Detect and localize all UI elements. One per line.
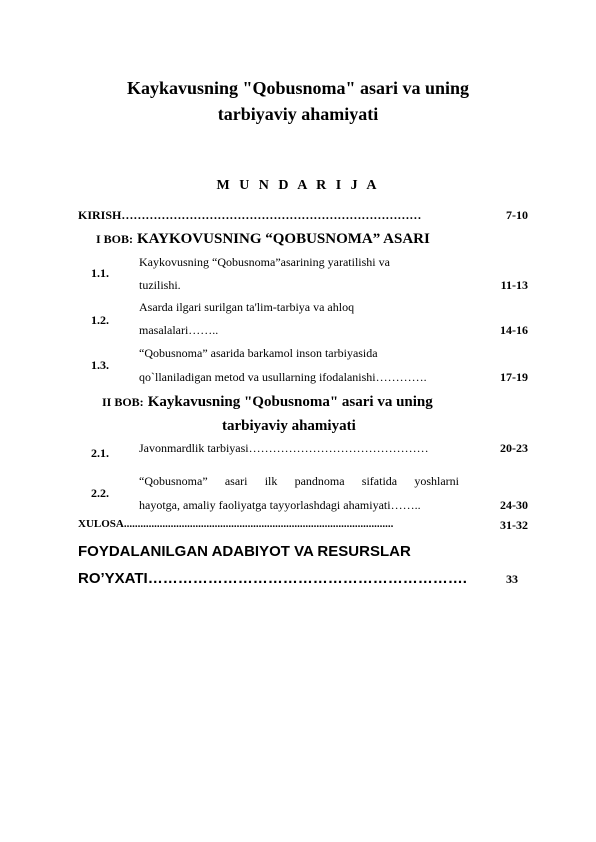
- toc-section-number: 1.1.: [91, 266, 109, 280]
- toc-page-kirish: 7-10: [506, 208, 528, 222]
- toc-entry-references-line1: FOYDALANILGAN ADABIYOT VA RESURSLAR: [78, 543, 411, 560]
- toc-section-number: 2.1.: [91, 446, 109, 460]
- toc-entry-references-line2: RO’YXATI……………………………………………………….: [78, 570, 467, 587]
- toc-section-text: tuzilishi.: [139, 278, 181, 292]
- chapter-2-prefix: II BOB:: [102, 395, 144, 409]
- toc-section-text: “Qobusnoma” asarida barkamol inson tarbiyasida: [139, 346, 378, 360]
- chapter-1-heading: [96, 230, 430, 248]
- toc-section-number: 2.2.: [91, 486, 109, 500]
- toc-section-text: Asarda ilgari surilgan ta'lim-tarbiya va ahloq: [139, 300, 355, 314]
- toc-section-page: 24-30: [500, 498, 528, 512]
- toc-entry-kirish: KIRISH…………………………………………………………………: [78, 208, 422, 222]
- toc-section-number: 1.3.: [91, 358, 109, 372]
- toc-section-page: 17-19: [500, 370, 528, 384]
- document-title-line2: tarbiyaviy ahamiyati: [217, 104, 379, 124]
- chapter-2-title-line1: Kaykavusning "Qobusnoma" asari va uning: [147, 394, 433, 410]
- toc-entry-xulosa: XULOSA..................................................................................................: [78, 518, 394, 530]
- toc-page-xulosa: 31-32: [500, 518, 528, 532]
- toc-page-references: 33: [506, 572, 518, 586]
- document-title-line1: Kaykavusning "Qobusnoma" asari va uning: [126, 78, 470, 98]
- toc-section-text: hayotga, amaliy faoliyatga tayyorlashdagi ahamiyati……..: [139, 498, 421, 512]
- toc-section-text: masalalari……..: [139, 323, 219, 337]
- toc-section-text: “Qobusnoma” asari ilk pandnoma sifatida yoshlarni: [139, 474, 459, 488]
- chapter-2-heading: [102, 393, 433, 411]
- chapter-1-prefix: I BOB:: [96, 232, 134, 246]
- toc-section-page: 20-23: [500, 441, 528, 455]
- chapter-2-title-line2: tarbiyaviy ahamiyati: [222, 418, 356, 434]
- contents-heading: M U N D A R I J A: [216, 178, 380, 193]
- chapter-1-title: KAYKOVUSNING “QOBUSNOMA” ASARI: [137, 231, 430, 247]
- toc-section-page: 14-16: [500, 323, 528, 337]
- toc-section-page: 11-13: [500, 278, 528, 292]
- toc-section-number: 1.2.: [91, 313, 109, 327]
- toc-section-text: Kaykovusning “Qobusnoma”asarining yaratilishi va: [139, 255, 390, 269]
- toc-section-text: qo`llaniladigan metod va usullarning ifodalanishi………….: [139, 370, 427, 384]
- toc-section-text: Javonmardlik tarbiyasi………………………………………: [139, 441, 429, 455]
